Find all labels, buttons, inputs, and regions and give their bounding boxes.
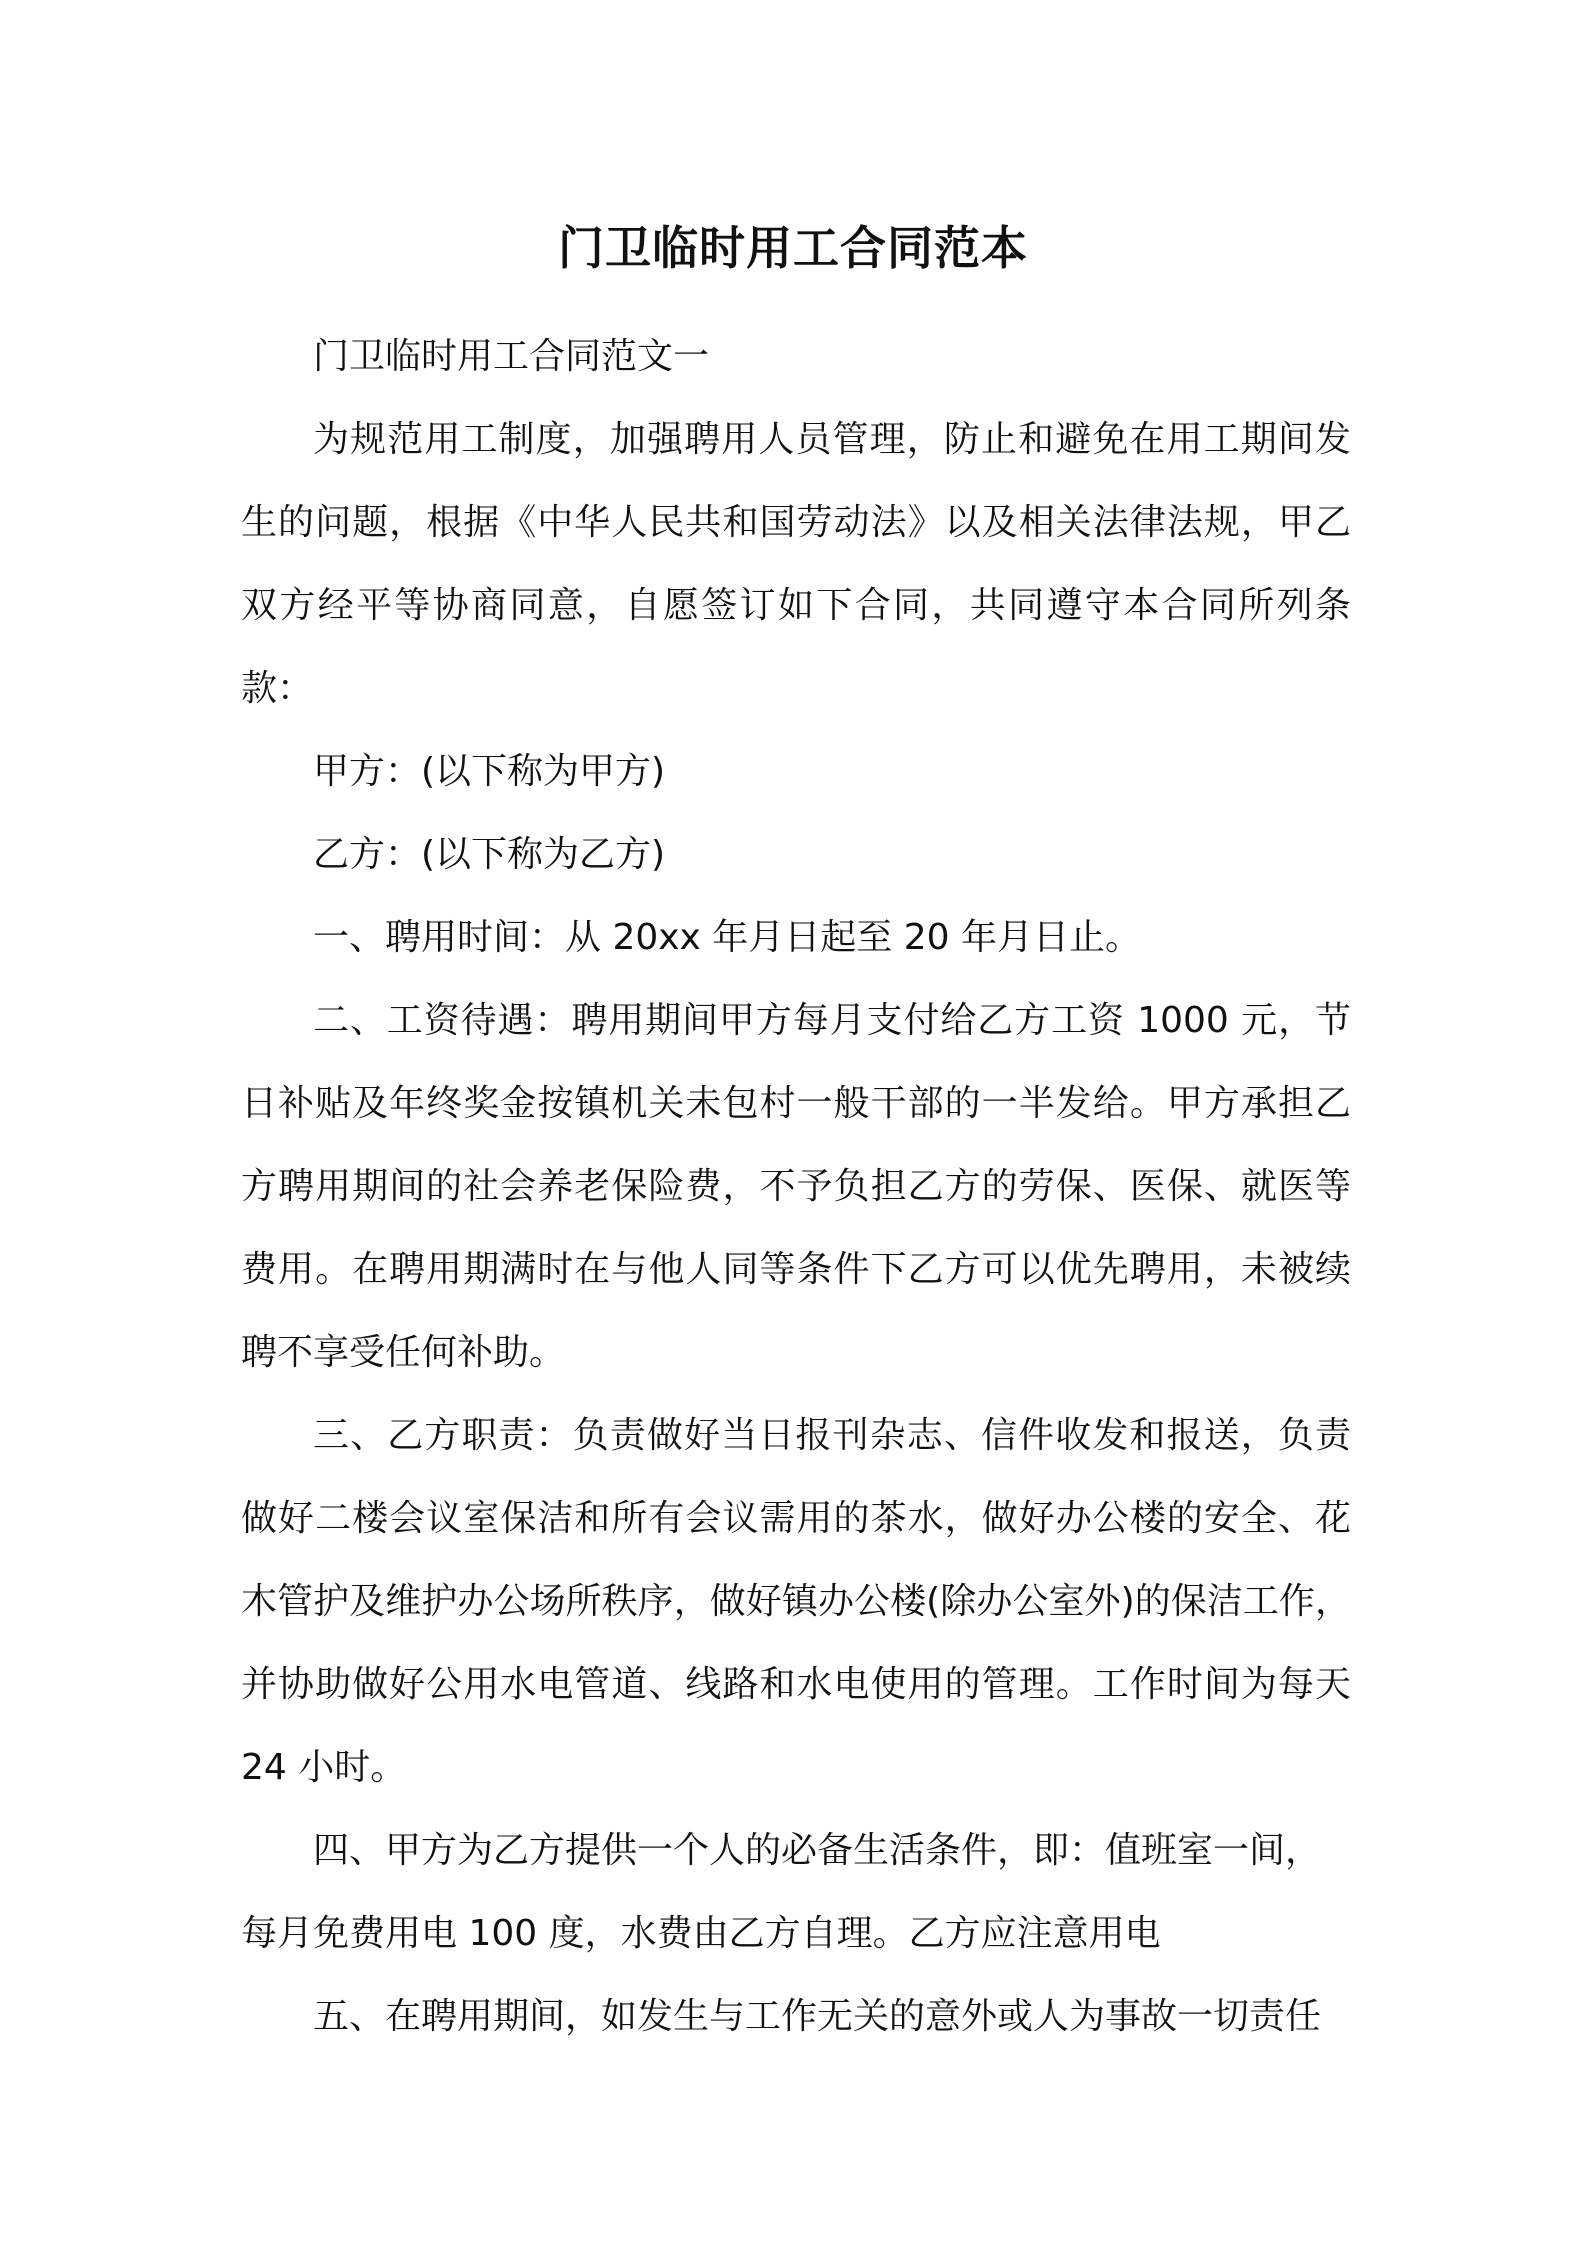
clause-4-living-conditions: 四、甲方为乙方提供一个人的必备生活条件，即：值班室一间，每月免费用电 100 度，水费由乙方自理。乙方应注意用电 <box>241 1830 1322 1954</box>
preamble-paragraph: 为规范用工制度，加强聘用人员管理，防止和避免在用工期间发生的问题，根据《中华人民共和国劳动法》以及相关法律法规，甲乙双方经平等协商同意，自愿签订如下合同，共同遵守本合同所列条款： <box>241 419 1351 709</box>
document-title: 门卫临时用工合同范本 <box>558 221 1028 275</box>
clause-2-wages: 二、工资待遇：聘用期间甲方每月支付给乙方工资 1000 元，节日补贴及年终奖金按镇机关未包村一般干部的一半发给。甲方承担乙方聘用期间的社会养老保险费，不予负担乙方的劳保、医保、就医等费用。在聘用期满时在与他人同等条件下乙方可以优先聘用，未被续聘不享受任何补助。 <box>241 1000 1351 1373</box>
party-a-line: 甲方：(以下称为甲方) <box>313 751 666 792</box>
clause-5-liability: 五、在聘用期间，如发生与工作无关的意外或人为事故一切责任 <box>313 1996 1322 2037</box>
section-heading: 门卫临时用工合同范文一 <box>313 336 710 377</box>
clause-1-employment-period: 一、聘用时间：从 20xx 年月日起至 20 年月日止。 <box>313 917 1142 958</box>
document-body <box>241 315 1351 2058</box>
clause-3-duties: 三、乙方职责：负责做好当日报刊杂志、信件收发和报送，负责做好二楼会议室保洁和所有会议需用的茶水，做好办公楼的安全、花木管护及维护办公场所秩序，做好镇办公楼(除办公室外)的保洁工作，并协助做好公用水电管道、线路和水电使用的管理。工作时间为每天 24 小时。 <box>241 1415 1351 1788</box>
party-b-line: 乙方：(以下称为乙方) <box>313 834 666 875</box>
